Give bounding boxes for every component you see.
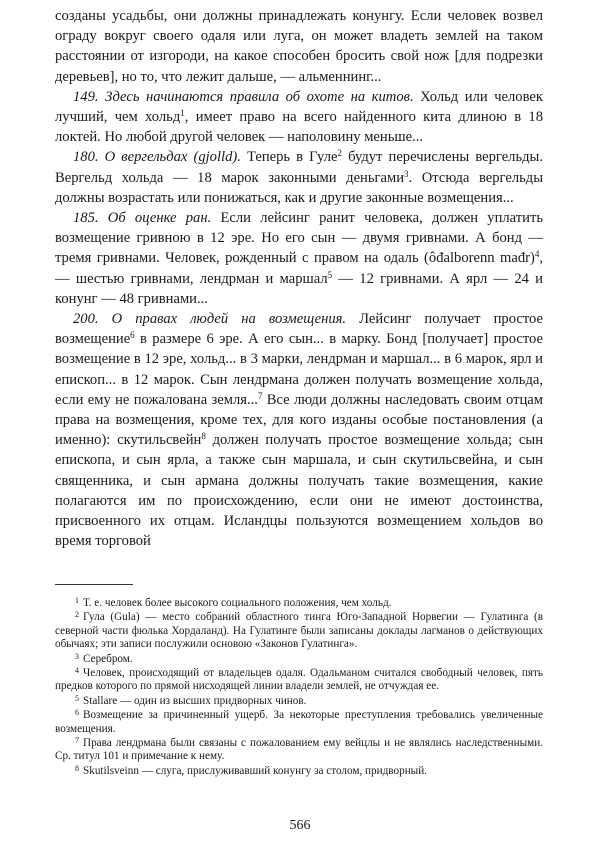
paragraph-text: , имеет право на всего найденного кита длиною в 18 локтей. Но любой другой человек — наполовину меньше... (55, 109, 543, 146)
footnote-number: 4 (75, 666, 79, 676)
paragraph-text: Все люди должны наследовать своим отцам права на возмещения, кроме тех, для кого изданы особые постановления (а именно): скутильсвейн (55, 391, 543, 449)
footnote-text: Гула (Gula) — место собраний областного тинга Юго-Западной Норвегии — Гулатинга (в северной части фюлька Хордаланд). На Гулатинге были записаны доклады лагманов о действующих обычаях; эти записи послужили основою «Законов Гулатинга». (55, 611, 543, 651)
footnote-text: Серебром. (83, 652, 133, 665)
paragraph-149 (55, 87, 543, 148)
section-heading: 180. О вергельдах (gjolld). (73, 149, 241, 166)
section-heading: 149. Здесь начинаются правила об охоте на китов. (73, 88, 414, 105)
footnote-separator (55, 584, 133, 585)
paragraph-intro (55, 6, 543, 87)
footnote-4 (55, 667, 543, 694)
main-text (55, 6, 543, 551)
footnote-number: 6 (75, 708, 79, 718)
footnote-number: 1 (75, 596, 79, 605)
footnote-number: 8 (75, 763, 79, 773)
footnote-ref: 2 (337, 148, 342, 159)
paragraph-200 (55, 309, 543, 551)
footnote-2 (55, 611, 543, 651)
paragraph-text: должен получать простое возмещение хольда; сын епископа, и сын ярла, а также сын маршала, и сын скутильсвейна, и сын священника, и сын армана должны получать такие возмещения, какие полагаются им по происхождению, если они не имеют достоинства, присвоенного их отцам. Исландцы пользуются возмещением хольдов во время торговой (55, 432, 543, 550)
footnote-ref: 3 (404, 168, 409, 179)
footnote-ref: 8 (201, 431, 206, 442)
footnote-ref: 4 (534, 249, 540, 260)
footnote-number: 5 (75, 693, 79, 703)
footnote-8 (55, 765, 543, 778)
paragraph-text: — 12 гривнами. А ярл — 24 и конунг — 48 гривнами... (55, 270, 543, 307)
footnote-ref: 6 (130, 330, 135, 341)
footnote-text: Т. е. человек более высокого социального положения, чем хольд. (83, 597, 392, 609)
paragraph-text: Хольд или человек лучший, чем хольд (55, 88, 543, 126)
paragraph-text: . Отсюда вергельды должны возрастать или понижаться, как и другие законные возмещения... (55, 169, 543, 206)
paragraph-text: Теперь в Гуле (240, 149, 338, 166)
footnote-number: 3 (75, 651, 79, 661)
footnote-text: Skutilsveinn — слуга, прислуживавший конунгу за столом, придворный. (83, 764, 427, 777)
paragraph-text: будут перечислены вергельды. Вергельд хольда — 18 марок законными деньгами (55, 149, 543, 186)
footnotes (55, 597, 543, 779)
footnote-number: 7 (75, 736, 79, 746)
footnote-1 (55, 597, 543, 610)
paragraph-text: в размере 6 эре. А его сын... в марку. Бонд [получает] простое возмещение в 12 эре, хольд... в 3 марки, лендрман и маршал... в 6 марок, ярл и епископ... в 12 марок. Сын лендрмана должен получать возмещение хольда, если ему не пожалована земля... (55, 331, 543, 408)
footnote-ref: 5 (327, 269, 333, 280)
section-heading: 200. О правах людей на возмещения. (73, 311, 347, 328)
page-number: 566 (289, 818, 311, 833)
footnote-7 (55, 737, 543, 764)
footnote-number: 2 (75, 610, 79, 620)
paragraph-180 (55, 147, 543, 208)
paragraph-text: Лейсинг получает простое возмещение (55, 311, 543, 348)
paragraph-185 (55, 208, 543, 309)
footnote-text: Права лендрмана были связаны с пожалованием ему вейцлы и не являлись наследственными. Ср. титул 101 и примечание к нему. (55, 737, 543, 763)
footnote-3 (55, 653, 543, 666)
footnote-text: Человек, происходящий от владельцев одаля. Одальманом считался свободный человек, пять предков которого по прямой нисходящей линии владели землей, не отчуждая ее. (55, 667, 543, 693)
section-heading: 185. Об оценке ран. (73, 210, 212, 227)
footnote-5 (55, 695, 543, 708)
paragraph-text: созданы усадьбы, они должны принадлежать конунгу. Если человек возвел ограду вокруг своего одаля или луга, он может владеть землей на таком расстоянии от изгороди, на какое способен бросить свой нож [для подрезки деревьев], но то, что лежит дальше, — альменнинг... (55, 8, 543, 85)
footnote-6 (55, 709, 543, 736)
footnote-ref: 1 (180, 108, 185, 119)
footnote-ref: 7 (257, 390, 263, 401)
paragraph-text: , — шестью гривнами, лендрман и маршал (55, 250, 543, 287)
paragraph-text: Если лейсинг ранит человека, должен уплатить возмещение гривною в 12 эре. Но его сын — двумя гривнами. А бонд — тремя гривнами. Человек, рожденный с правом на одаль (ôđalborenn mađr) (55, 210, 543, 267)
footnote-text: Stallare — один из высших придворных чинов. (83, 694, 307, 707)
footnote-text: Возмещение за причиненный ущерб. За некоторые преступления требовались увеличенные возмещения. (55, 709, 543, 735)
